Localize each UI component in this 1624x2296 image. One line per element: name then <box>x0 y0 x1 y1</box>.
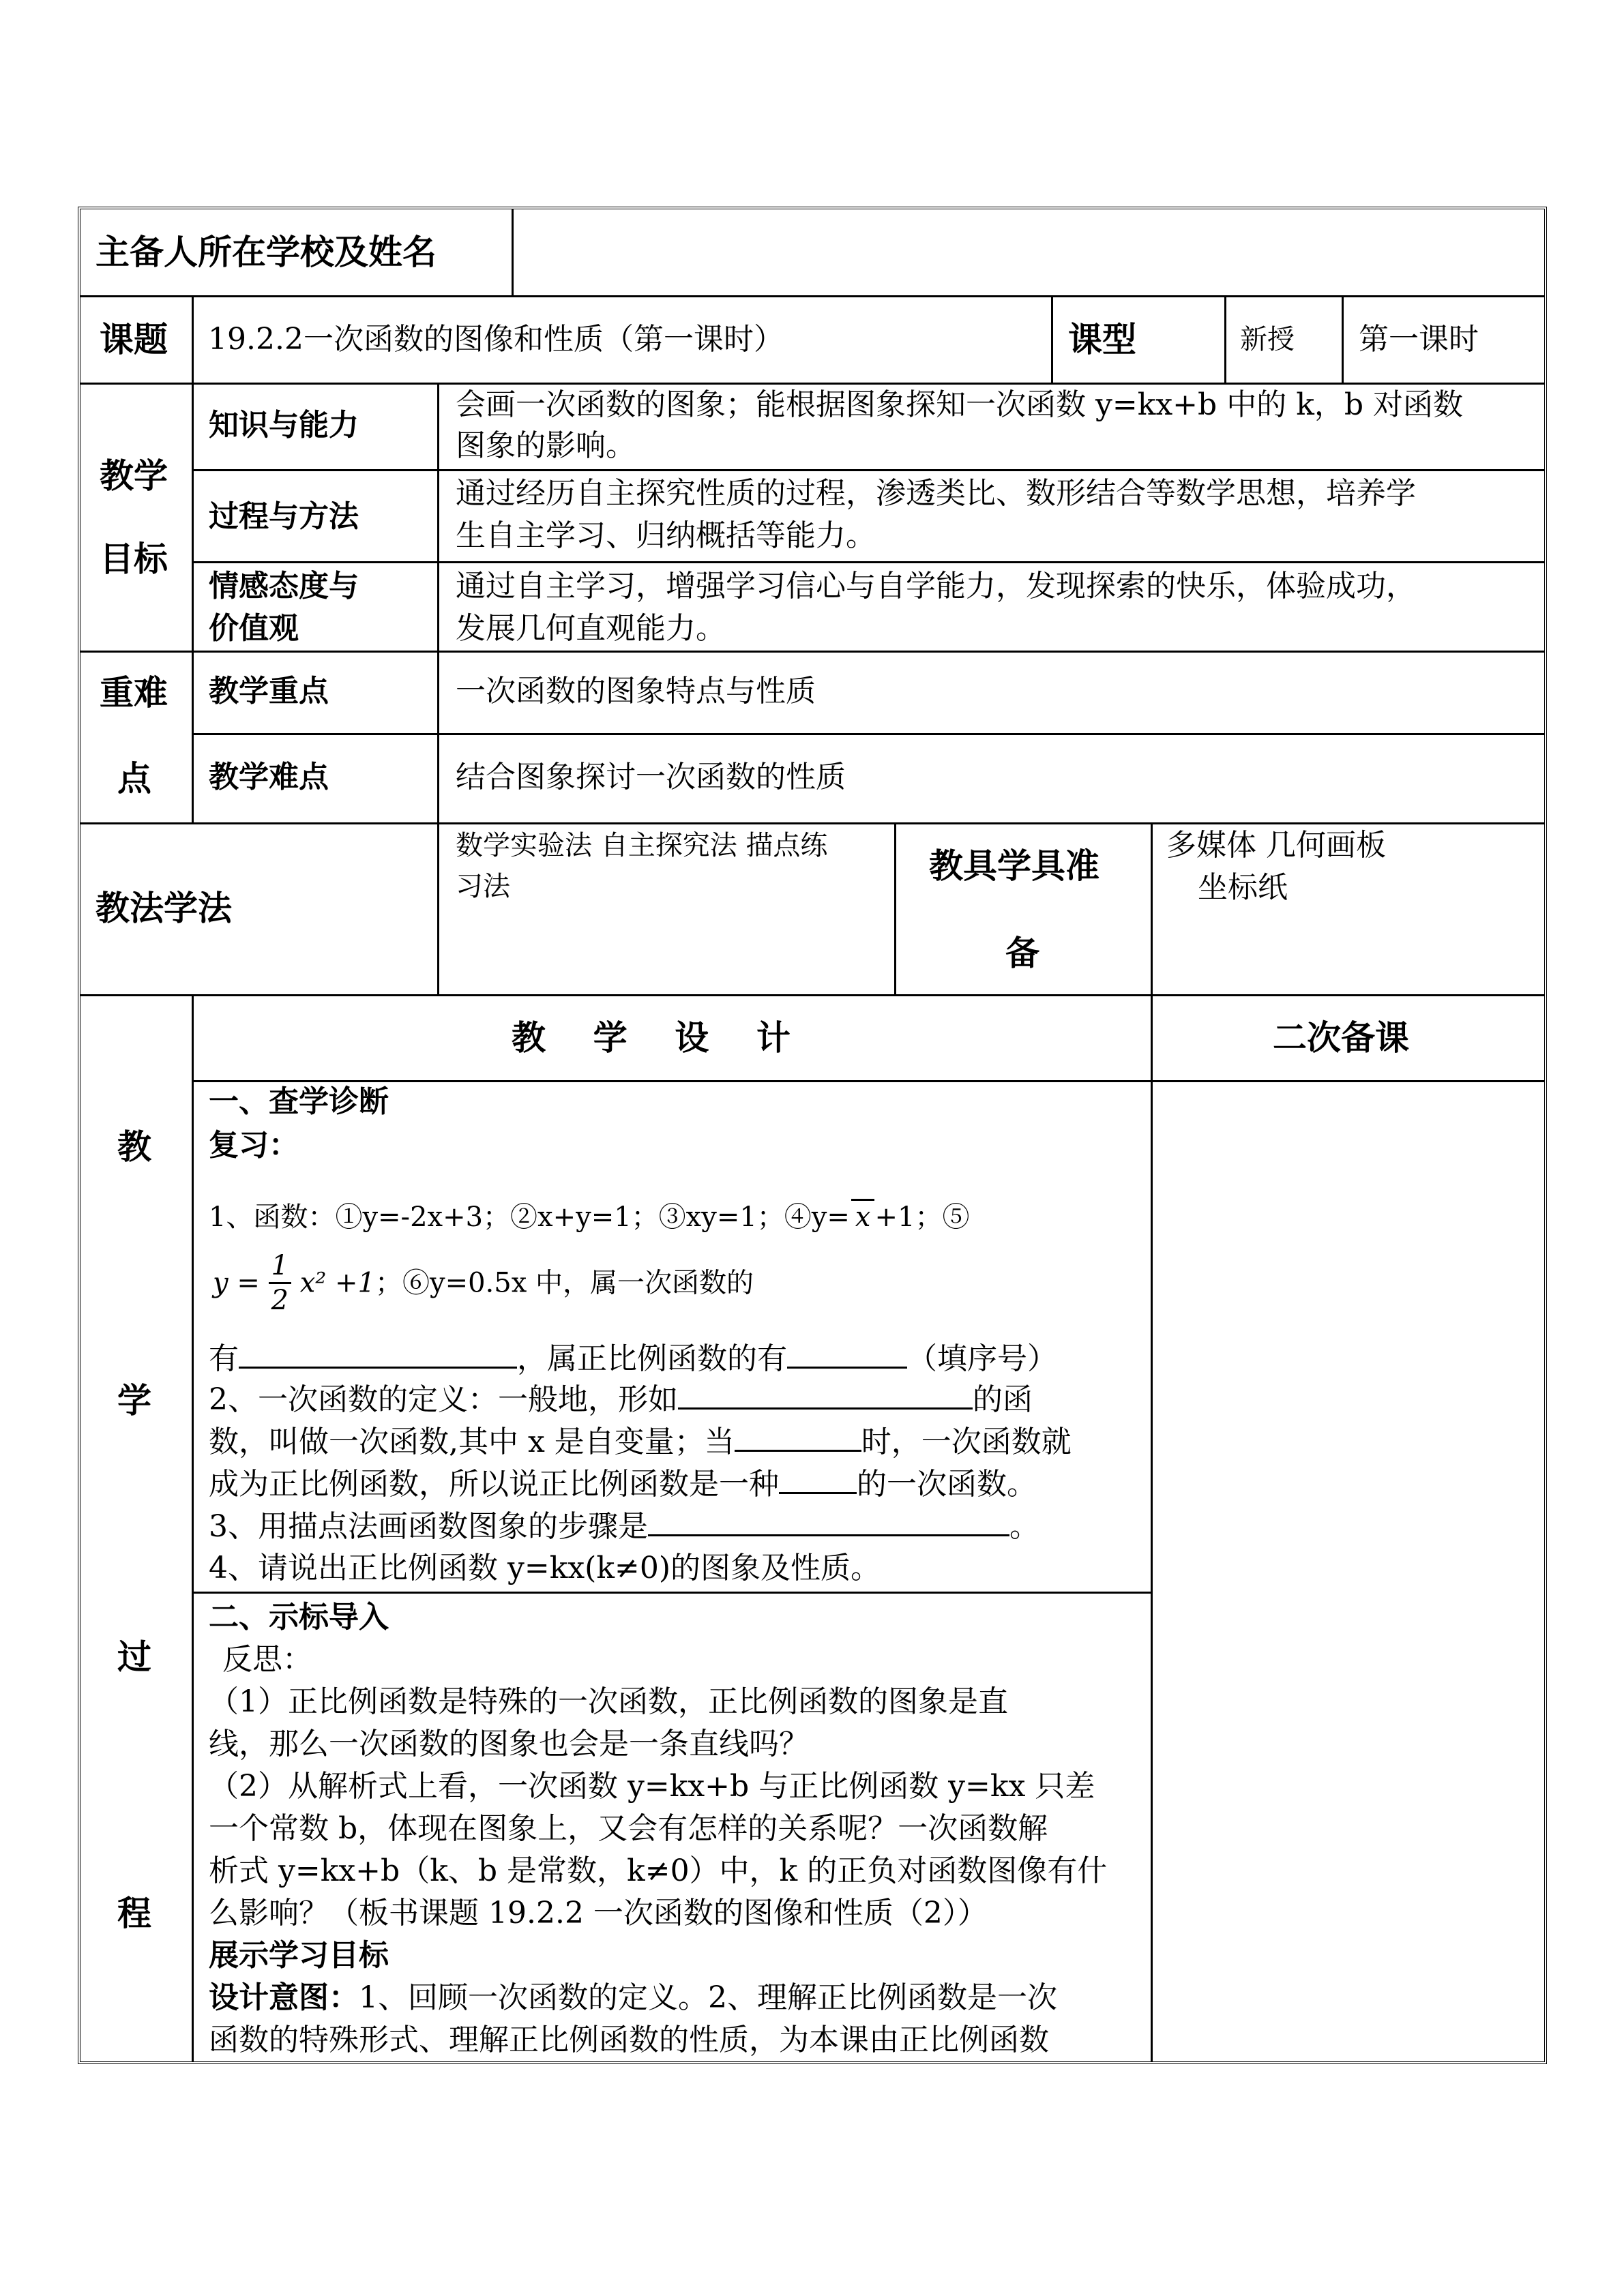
question-1-line2 <box>213 1252 754 1314</box>
tools-text-line1: 多媒体 几何画板 <box>1166 828 1386 863</box>
keypoints-label-line1: 重难 <box>100 673 168 713</box>
rule-label-text-divider <box>437 383 439 994</box>
q1-frac-pre: y = <box>213 1267 260 1299</box>
q2-l1a: 2、一次函数的定义：一般地，形如 <box>209 1382 678 1417</box>
process-side-char-1: 教 <box>117 1127 151 1167</box>
knowledge-label: 知识与能力 <box>209 408 359 443</box>
q1-sqrt-var: x <box>851 1199 875 1234</box>
rule-row1-bottom <box>80 295 1544 297</box>
q2-l2b: 时，一次函数就 <box>861 1425 1072 1459</box>
show-goals: 展示学习目标 <box>209 1938 389 1973</box>
design-header: 教 学 设 计 <box>512 1018 791 1058</box>
rule-methods-tools-divider <box>894 823 896 995</box>
emotion-label-line1: 情感态度与 <box>209 569 359 603</box>
period-value: 第一课时 <box>1359 322 1479 357</box>
emotion-text-line1: 通过自主学习，增强学习信心与自学能力，发现探索的快乐，体验成功， <box>456 569 1416 603</box>
q1-frac-post: x² +1 <box>299 1267 375 1299</box>
q3a: 3、用描点法画函数图象的步骤是 <box>209 1509 648 1544</box>
q2-blank-kind[interactable] <box>779 1466 857 1494</box>
rule-focus-bottom <box>192 733 1544 735</box>
knowledge-text-line2: 图象的影响。 <box>456 428 636 463</box>
rule-process-right <box>1151 995 1153 2061</box>
q1-sqrt-tail: +1 <box>874 1202 915 1233</box>
rule-type-period-divider <box>1342 296 1344 383</box>
focus-label: 教学重点 <box>209 674 329 709</box>
methods-label: 教法学法 <box>95 889 232 928</box>
question-1-line1 <box>209 1199 969 1234</box>
q2-l3a: 成为正比例函数，所以说正比例函数是一种 <box>209 1467 779 1502</box>
rule-preparer-divider <box>512 209 514 296</box>
rule-tools-divider <box>1151 823 1153 995</box>
process-label: 过程与方法 <box>209 499 359 534</box>
question-1-line3 <box>209 1341 1057 1377</box>
section1-title: 一、查学诊断 <box>209 1084 389 1119</box>
reflect-1-line1: （1）正比例函数是特殊的一次函数，正比例函数的图象是直 <box>209 1684 1008 1719</box>
intent-text-1: 1、回顾一次函数的定义。2、理解正比例函数是一次 <box>359 1980 1057 2015</box>
rule-methods-bottom <box>80 994 1544 996</box>
objectives-label-line2: 目标 <box>100 539 168 579</box>
process-side-char-3: 过 <box>117 1637 151 1677</box>
topic-value: 19.2.2一次函数的图像和性质（第一课时） <box>208 322 784 357</box>
tools-label-line2: 备 <box>1005 934 1039 973</box>
process-side-char-2: 学 <box>117 1381 151 1420</box>
preparer-label: 主备人所在学校及姓名 <box>95 233 437 272</box>
q1-fraction <box>269 1252 291 1314</box>
reflect-2-line1: （2）从解析式上看，一次函数 y=kx+b 与正比例函数 y=kx 只差 <box>209 1769 1095 1804</box>
reflect-2-line2: 一个常数 b，体现在图象上，又会有怎样的关系呢？一次函数解 <box>209 1811 1048 1846</box>
process-text-line2: 生自主学习、归纳概括等能力。 <box>456 518 876 553</box>
rule-topic-type-divider <box>1051 296 1053 383</box>
q1-blank-proportional[interactable] <box>787 1341 907 1369</box>
section2-title: 二、示标导入 <box>209 1600 389 1635</box>
reflect-1-line2: 线，那么一次函数的图象也会是一条直线吗？ <box>209 1727 809 1761</box>
rule-knowledge-bottom <box>192 469 1544 471</box>
question-3 <box>209 1508 1039 1545</box>
rule-section1-bottom <box>192 1592 1151 1594</box>
methods-text-line1: 数学实验法 自主探究法 描点练 <box>456 830 828 861</box>
question-2-line3 <box>209 1466 1037 1503</box>
q3b: 。 <box>1009 1509 1039 1544</box>
intent-line1 <box>209 1980 1057 2016</box>
objectives-label-line1: 教学 <box>100 456 168 496</box>
q1-line2-rest: ；⑥y=0.5x 中，属一次函数的 <box>375 1267 754 1299</box>
q1-frac-num: 1 <box>269 1252 291 1284</box>
difficulty-label: 教学难点 <box>209 760 329 794</box>
rule-type-value-divider <box>1224 296 1226 383</box>
rule-left-column-2 <box>192 383 194 823</box>
q2-l1b: 的函 <box>973 1382 1033 1417</box>
question-4: 4、请说出正比例函数 y=kx(k≠0)的图象及性质。 <box>209 1551 881 1585</box>
rule-process-bottom <box>192 561 1544 563</box>
type-value: 新授 <box>1240 324 1295 355</box>
reflect-label: 反思： <box>222 1642 312 1677</box>
intent-line2: 函数的特殊形式、理解正比例函数的性质，为本课由正比例函数 <box>209 2023 1049 2057</box>
tools-label-line1: 教具学具准 <box>929 846 1099 886</box>
q3-blank-steps[interactable] <box>648 1508 1009 1536</box>
process-text-line1: 通过经历自主探究性质的过程，渗透类比、数形结合等数学思想，培养学 <box>456 476 1416 511</box>
q1-line3-b: ，属正比例函数的有 <box>517 1341 787 1376</box>
keypoints-label-line2: 点 <box>117 759 151 799</box>
q2-blank-condition[interactable] <box>735 1424 861 1452</box>
rule-design-header-bottom <box>192 1080 1544 1082</box>
q1-blank-linear[interactable] <box>239 1341 517 1369</box>
question-2-line2 <box>209 1424 1072 1461</box>
difficulty-text: 结合图象探讨一次函数的性质 <box>456 760 846 794</box>
type-label: 课型 <box>1068 320 1136 359</box>
q1-line3-a: 有 <box>209 1341 239 1376</box>
q1-frac-den: 2 <box>271 1285 289 1316</box>
rule-left-column <box>192 296 194 383</box>
reflect-2-line3: 析式 y=kx+b（k、b 是常数，k≠0）中，k 的正负对函数图像有什 <box>209 1853 1108 1888</box>
rule-keypoints-bottom <box>80 822 1544 824</box>
q1-suffix: ；⑤ <box>915 1202 970 1233</box>
question-2-line1 <box>209 1382 1033 1418</box>
focus-text: 一次函数的图象特点与性质 <box>456 674 816 709</box>
methods-text-line2: 习法 <box>456 871 510 902</box>
q1-prefix: 1、函数：①y=-2x+3；②x+y=1；③xy=1；④y= <box>209 1202 850 1233</box>
process-side-char-4: 程 <box>117 1894 151 1933</box>
reflect-2-line4: 么影响？（板书课题 19.2.2 一次函数的图像和性质（2）） <box>209 1896 988 1930</box>
topic-label: 课题 <box>100 320 168 359</box>
rule-process-left <box>192 995 194 2061</box>
q2-l2a: 数，叫做一次函数,其中 x 是自变量；当 <box>209 1425 735 1459</box>
tools-text-line2: 坐标纸 <box>1198 870 1288 905</box>
q2-blank-form[interactable] <box>678 1382 973 1410</box>
review-label: 复习： <box>209 1128 299 1163</box>
rule-row2-bottom <box>80 383 1544 385</box>
knowledge-text-line1: 会画一次函数的图象；能根据图象探知一次函数 y=kx+b 中的 k，b 对函数 <box>456 387 1464 422</box>
second-prep-header: 二次备课 <box>1273 1018 1409 1058</box>
q1-line3-c: （填序号） <box>907 1341 1057 1376</box>
rule-objectives-bottom <box>80 651 1544 653</box>
q2-l3b: 的一次函数。 <box>857 1467 1037 1502</box>
emotion-text-line2: 发展几何直观能力。 <box>456 611 726 646</box>
intent-label: 设计意图： <box>209 1980 359 2015</box>
emotion-label-line2: 价值观 <box>209 611 299 646</box>
